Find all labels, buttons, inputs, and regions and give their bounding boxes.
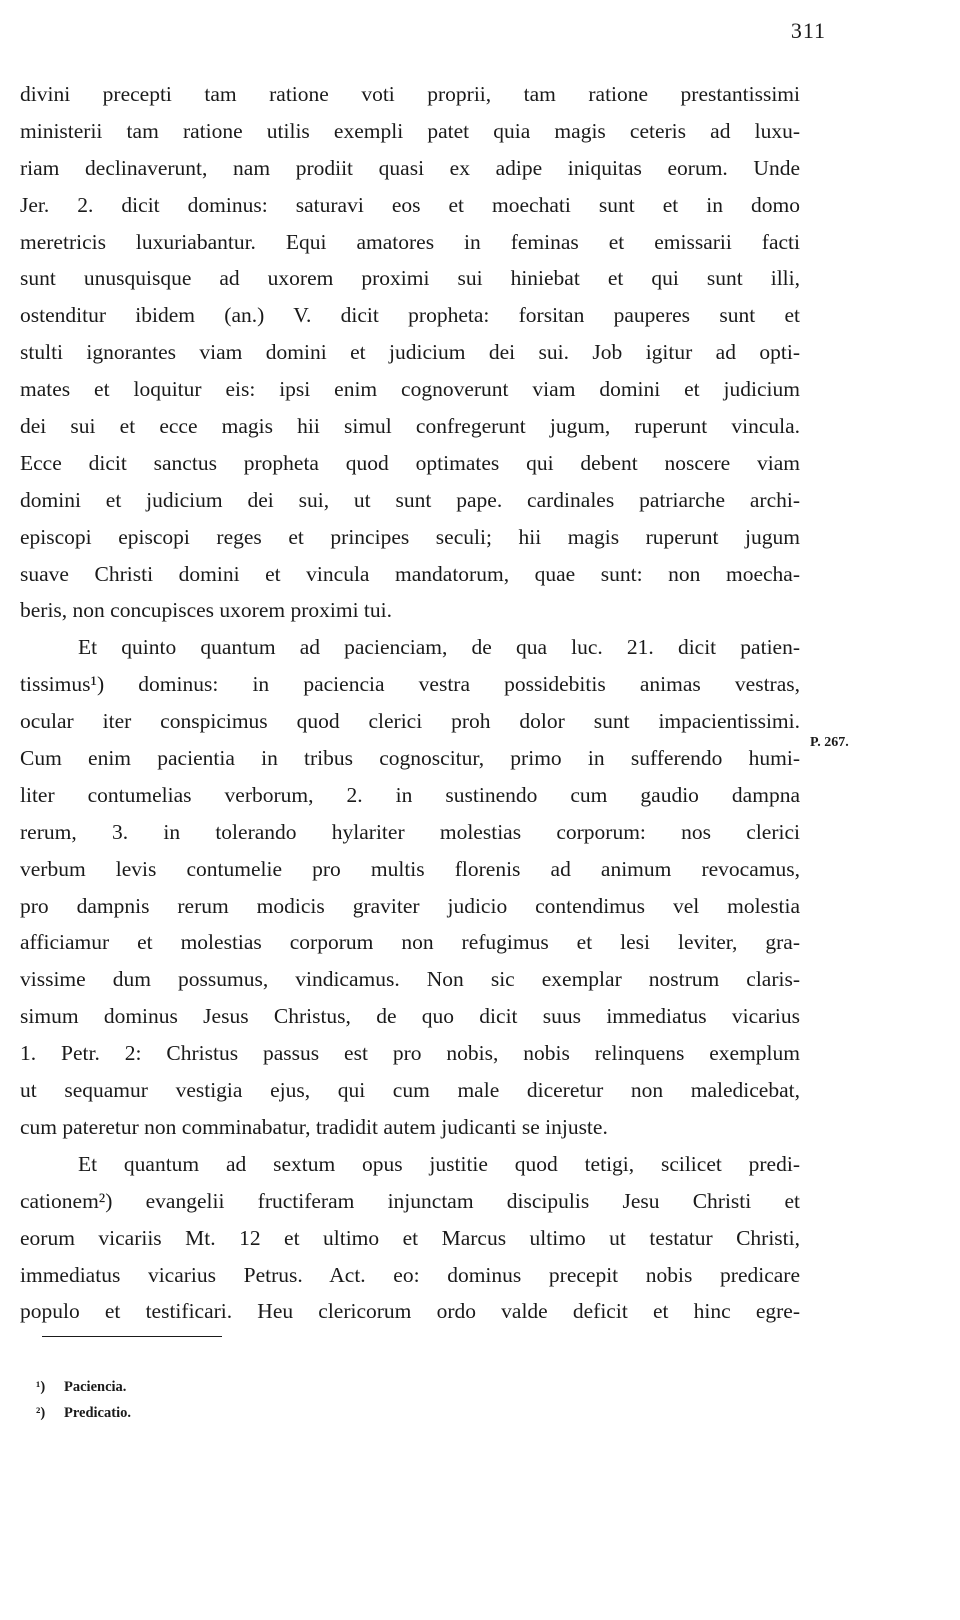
footnotes — [36, 1374, 131, 1426]
text-line: meretricis luxuriabantur. Equi amatores in feminas et emissarii facti — [20, 229, 800, 254]
text-line: 1. Petr. 2: Christus passus est pro nobis, nobis relinquens exemplum — [20, 1041, 800, 1066]
text-line: immediatus vicarius Petrus. Act. eo: dominus precepit nobis predicare — [20, 1262, 800, 1287]
text-line: ostenditur ibidem (an.) V. dicit propheta: forsitan pauperes sunt et — [20, 303, 800, 328]
text-line: ut sequamur vestigia ejus, qui cum male diceretur non maledicebat, — [20, 1078, 800, 1103]
text-line: ocular iter conspicimus quod clerici proh dolor sunt impacientissimi. — [20, 709, 800, 734]
text-line: Et quinto quantum ad pacienciam, de qua luc. 21. dicit patien- — [78, 635, 800, 660]
text-line: sunt unusquisque ad uxorem proximi sui hiniebat et qui sunt illi, — [20, 266, 800, 291]
footnote-marker: ¹) — [36, 1379, 46, 1395]
footnote-divider — [42, 1336, 222, 1337]
text-line: domini et judicium dei sui, ut sunt pape. cardinales patriarche archi- — [20, 487, 800, 512]
margin-page-reference: P. 267. — [810, 735, 849, 750]
text-line: dei sui et ecce magis hii simul confregerunt jugum, ruperunt vincula. — [20, 414, 800, 439]
text-line: cum pateretur non comminabatur, tradidit autem judicanti se injuste. — [20, 1114, 608, 1139]
text-line: Ecce dicit sanctus propheta quod optimates qui debent noscere viam — [20, 450, 800, 475]
text-line: Et quantum ad sextum opus justitie quod tetigi, scilicet predi- — [78, 1151, 800, 1176]
text-line: Cum enim pacientia in tribus cognoscitur, primo in sufferendo humi- — [20, 746, 800, 771]
footnote-marker: ²) — [36, 1405, 46, 1421]
text-line: divini precepti tam ratione voti proprii, tam ratione prestantissimi — [20, 82, 800, 106]
text-line: eorum vicariis Mt. 12 et ultimo et Marcus ultimo ut testatur Christi, — [20, 1225, 800, 1250]
text-line: simum dominus Jesus Christus, de quo dicit suus immediatus vicarius — [20, 1004, 800, 1029]
text-line: beris, non concupisces uxorem proximi tui. — [20, 598, 392, 623]
footnote — [36, 1400, 131, 1426]
footnote-text: Paciencia. — [64, 1379, 127, 1395]
text-line: afficiamur et molestias corporum non refugimus et lesi leviter, gra- — [20, 930, 800, 955]
text-line: rerum, 3. in tolerando hylariter molestias corporum: nos clerici — [20, 819, 800, 844]
footnote-text: Predicatio. — [64, 1405, 131, 1421]
text-line: stulti ignorantes viam domini et judicium dei sui. Job igitur ad opti- — [20, 340, 800, 365]
text-line: verbum levis contumelie pro multis florenis ad animum revocamus, — [20, 856, 800, 881]
text-line: pro dampnis rerum modicis graviter judicio contendimus vel molestia — [20, 893, 800, 918]
text-line: populo et testificari. Heu clericorum ordo valde deficit et hinc egre- — [20, 1299, 800, 1324]
text-line: liter contumelias verborum, 2. in sustinendo cum gaudio dampna — [20, 782, 800, 807]
text-line: cationem²) evangelii fructiferam injunctam discipulis Jesu Christi et — [20, 1188, 800, 1213]
main-text — [20, 76, 800, 1330]
text-line: suave Christi domini et vincula mandatorum, quae sunt: non moecha- — [20, 561, 800, 586]
text-line: vissime dum possumus, vindicamus. Non sic exemplar nostrum claris- — [20, 967, 800, 992]
text-line: episcopi episcopi reges et principes seculi; hii magis ruperunt jugum — [20, 524, 800, 549]
text-line: mates et loquitur eis: ipsi enim cognoverunt viam domini et judicium — [20, 377, 800, 402]
text-line: Jer. 2. dicit dominus: saturavi eos et moechati sunt et in domo — [20, 192, 800, 217]
text-line: riam declinaverunt, nam prodiit quasi ex adipe iniquitas eorum. Unde — [20, 155, 800, 180]
text-line: tissimus¹) dominus: in paciencia vestra possidebitis animas vestras, — [20, 672, 800, 697]
footnote — [36, 1374, 131, 1400]
text-line: ministerii tam ratione utilis exempli patet quia magis ceteris ad luxu- — [20, 118, 800, 143]
page-number: 311 — [790, 18, 826, 43]
